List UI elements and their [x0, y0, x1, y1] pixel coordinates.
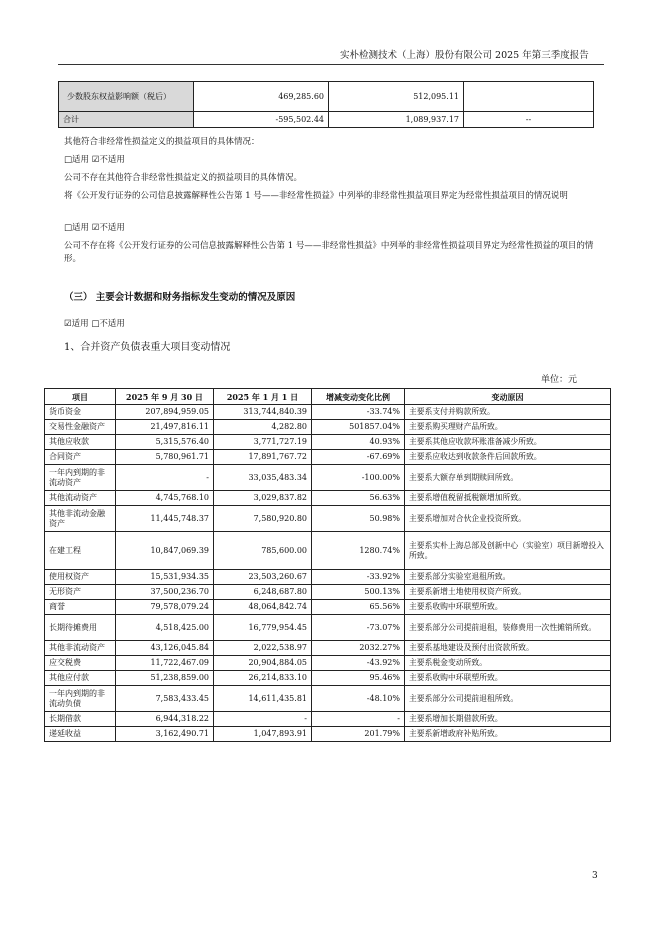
cell-change-ratio: -43.92% — [312, 656, 405, 671]
table-row — [45, 465, 611, 491]
table-row — [45, 420, 611, 435]
column-header: 变动原因 — [405, 389, 611, 405]
cell-change-ratio: 95.46% — [312, 671, 405, 686]
cell-jan1: 16,779,954.45 — [214, 615, 312, 641]
cell-jan1: 3,029,837.82 — [214, 491, 312, 506]
subsection-title: 1、合并资产负债表重大项目变动情况 — [64, 342, 231, 353]
cell-reason: 主要系收购中环联塑所致。 — [405, 671, 611, 686]
table-row — [45, 671, 611, 686]
cell-change-ratio: -33.92% — [312, 570, 405, 585]
applicability-status: □适用 ☑不适用 — [64, 223, 125, 233]
cell-item: 使用权资产 — [45, 570, 116, 585]
cell-jan1: 1,047,893.91 — [214, 727, 312, 742]
cell-jan1: 48,064,842.74 — [214, 600, 312, 615]
cell-change-ratio: 500.13% — [312, 585, 405, 600]
table-header-row — [45, 389, 611, 405]
section-title: （三） 主要会计数据和财务指标发生变动的情况及原因 — [64, 292, 296, 303]
cell-reason: 主要系部分实验室退租所致。 — [405, 570, 611, 585]
table-row — [45, 641, 611, 656]
cell-sep30: 10,847,069.39 — [116, 532, 214, 570]
cell-value: 469,285.60 — [194, 82, 329, 112]
cell-jan1: 14,611,435.81 — [214, 686, 312, 712]
cell-reason: 主要系收购中环联塑所致。 — [405, 600, 611, 615]
cell-sep30: 21,497,816.11 — [116, 420, 214, 435]
cell-change-ratio: 56.63% — [312, 491, 405, 506]
table-row — [45, 585, 611, 600]
column-header: 2025 年 9 月 30 日 — [116, 389, 214, 405]
table-row — [45, 615, 611, 641]
cell-value: -595,502.44 — [194, 112, 329, 128]
row-label: 少数股东权益影响额（税后） — [59, 82, 194, 112]
cell-change-ratio: -100.00% — [312, 465, 405, 491]
cell-jan1: 6,248,687.80 — [214, 585, 312, 600]
table-row — [59, 82, 594, 112]
cell-reason: 主要系应收达到收款条件后回款所致。 — [405, 450, 611, 465]
cell-sep30: 3,162,490.71 — [116, 727, 214, 742]
cell-jan1: 33,035,483.34 — [214, 465, 312, 491]
cell-reason: 主要系购买理财产品所致。 — [405, 420, 611, 435]
applicability-status: □适用 ☑不适用 — [64, 155, 125, 165]
cell-note — [464, 82, 594, 112]
cell-jan1: 313,744,840.39 — [214, 405, 312, 420]
column-header: 项目 — [45, 389, 116, 405]
cell-item: 长期借款 — [45, 712, 116, 727]
cell-item: 在建工程 — [45, 532, 116, 570]
cell-item: 商誉 — [45, 600, 116, 615]
table-row — [45, 491, 611, 506]
cell-sep30: 37,500,236.70 — [116, 585, 214, 600]
cell-sep30: 5,780,961.71 — [116, 450, 214, 465]
cell-change-ratio: 50.98% — [312, 506, 405, 532]
column-header: 增减变动变化比例 — [312, 389, 405, 405]
cell-jan1: 4,282.80 — [214, 420, 312, 435]
cell-sep30: 15,531,934.35 — [116, 570, 214, 585]
non-recurring-table — [58, 81, 594, 128]
column-header: 2025 年 1 月 1 日 — [214, 389, 312, 405]
cell-jan1: 2,022,538.97 — [214, 641, 312, 656]
table-row — [45, 600, 611, 615]
page-number: 3 — [592, 871, 598, 881]
cell-item: 长期待摊费用 — [45, 615, 116, 641]
cell-reason: 主要系其他应收款坏账准备减少所致。 — [405, 435, 611, 450]
table-row — [45, 656, 611, 671]
cell-value: 1,089,937.17 — [329, 112, 464, 128]
cell-change-ratio: -33.74% — [312, 405, 405, 420]
cell-sep30: 43,126,045.84 — [116, 641, 214, 656]
cell-reason: 主要系部分公司提前退租，装修费用一次性摊销所致。 — [405, 615, 611, 641]
cell-change-ratio: 1280.74% — [312, 532, 405, 570]
balance-sheet-changes-table — [44, 388, 611, 742]
cell-reason: 主要系增加长期借款所致。 — [405, 712, 611, 727]
cell-change-ratio: -73.07% — [312, 615, 405, 641]
cell-change-ratio: 501857.04% — [312, 420, 405, 435]
cell-jan1: 23,503,260.67 — [214, 570, 312, 585]
cell-reason: 主要系支付并购款所致。 — [405, 405, 611, 420]
cell-jan1: 7,580,920.80 — [214, 506, 312, 532]
cell-sep30: 11,445,748.37 — [116, 506, 214, 532]
cell-note: -- — [464, 112, 594, 128]
cell-item: 其他应付款 — [45, 671, 116, 686]
table-row — [45, 435, 611, 450]
cell-reason: 主要系基地建设及预付出资款所致。 — [405, 641, 611, 656]
cell-sep30: 7,583,433.45 — [116, 686, 214, 712]
cell-sep30: 5,315,576.40 — [116, 435, 214, 450]
cell-reason: 主要系税金变动所致。 — [405, 656, 611, 671]
cell-reason: 主要系新增土地使用权资产所致。 — [405, 585, 611, 600]
paragraph: 将《公开发行证券的公司信息披露解释性公告第 1 号——非经常性损益》中列举的非经常性损益项目界定为经常性损益项目的情况说明 — [64, 191, 568, 201]
cell-sep30: 6,944,318.22 — [116, 712, 214, 727]
table-row — [45, 712, 611, 727]
cell-change-ratio: 201.79% — [312, 727, 405, 742]
table-row — [45, 506, 611, 532]
cell-item: 货币资金 — [45, 405, 116, 420]
cell-reason: 主要系新增政府补贴所致。 — [405, 727, 611, 742]
row-label: 合计 — [59, 112, 194, 128]
cell-item: 一年内到期的非流动负债 — [45, 686, 116, 712]
unit-label: 单位：元 — [541, 375, 578, 385]
cell-change-ratio: -67.69% — [312, 450, 405, 465]
page-header-title: 实朴检测技术（上海）股份有限公司 2025 年第三季度报告 — [340, 50, 589, 61]
cell-change-ratio: - — [312, 712, 405, 727]
cell-item: 应交税费 — [45, 656, 116, 671]
applicability-status: ☑适用 □不适用 — [64, 319, 125, 329]
cell-jan1: 20,904,884.05 — [214, 656, 312, 671]
cell-reason: 主要系大额存单到期赎回所致。 — [405, 465, 611, 491]
cell-change-ratio: -48.10% — [312, 686, 405, 712]
paragraph: 公司不存在将《公开发行证券的公司信息披露解释性公告第 1 号——非经常性损益》中列举的非经常性损益项目界定为经常性损益的项目的情形。 — [64, 241, 594, 264]
cell-item: 其他非流动金融资产 — [45, 506, 116, 532]
cell-change-ratio: 40.93% — [312, 435, 405, 450]
table-row — [59, 112, 594, 128]
cell-sep30: 207,894,959.05 — [116, 405, 214, 420]
cell-item: 其他非流动资产 — [45, 641, 116, 656]
cell-change-ratio: 2032.27% — [312, 641, 405, 656]
table-row — [45, 450, 611, 465]
table-row — [45, 570, 611, 585]
cell-change-ratio: 65.56% — [312, 600, 405, 615]
cell-item: 其他应收款 — [45, 435, 116, 450]
cell-reason: 主要系增加对合伙企业投资所致。 — [405, 506, 611, 532]
paragraph: 其他符合非经常性损益定义的损益项目的具体情况： — [64, 137, 260, 147]
cell-item: 合同资产 — [45, 450, 116, 465]
cell-item: 无形资产 — [45, 585, 116, 600]
cell-sep30: 79,578,079.24 — [116, 600, 214, 615]
cell-sep30: 4,518,425.00 — [116, 615, 214, 641]
cell-reason: 主要系增值税留抵税额增加所致。 — [405, 491, 611, 506]
paragraph: 公司不存在其他符合非经常性损益定义的损益项目的具体情况。 — [64, 173, 303, 183]
cell-sep30: 11,722,467.09 — [116, 656, 214, 671]
cell-reason: 主要系部分公司提前退租所致。 — [405, 686, 611, 712]
cell-item: 递延收益 — [45, 727, 116, 742]
cell-jan1: - — [214, 712, 312, 727]
cell-sep30: 51,238,859.00 — [116, 671, 214, 686]
cell-jan1: 26,214,833.10 — [214, 671, 312, 686]
cell-sep30: - — [116, 465, 214, 491]
table-row — [45, 686, 611, 712]
cell-item: 其他流动资产 — [45, 491, 116, 506]
table-row — [45, 532, 611, 570]
table-row — [45, 405, 611, 420]
cell-jan1: 17,891,767.72 — [214, 450, 312, 465]
cell-reason: 主要系实朴上海总部及创新中心（实验室）项目新增投入所致。 — [405, 532, 611, 570]
cell-jan1: 785,600.00 — [214, 532, 312, 570]
cell-sep30: 4,745,768.10 — [116, 491, 214, 506]
cell-value: 512,095.11 — [329, 82, 464, 112]
table-row — [45, 727, 611, 742]
cell-item: 一年内到期的非流动资产 — [45, 465, 116, 491]
cell-item: 交易性金融资产 — [45, 420, 116, 435]
header-divider — [58, 64, 604, 65]
cell-jan1: 3,771,727.19 — [214, 435, 312, 450]
